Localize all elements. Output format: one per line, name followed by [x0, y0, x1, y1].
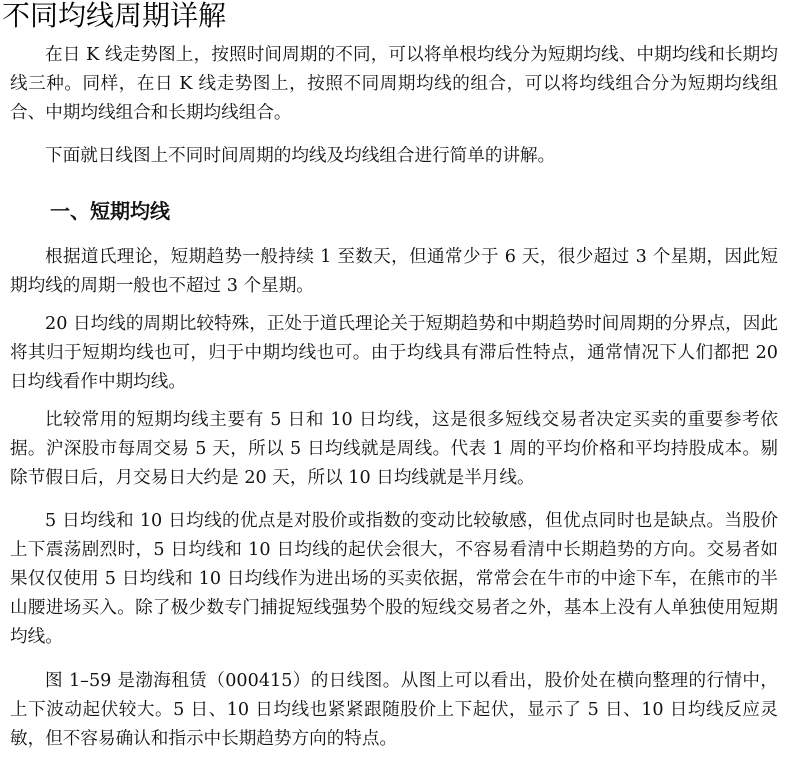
body-paragraph: 比较常用的短期均线主要有 5 日和 10 日均线，这是很多短线交易者决定买卖的重要参考依据。沪深股市每周交易 5 天，所以 5 日均线就是周线。代表 1 周的平均价格和平均持股成本。剔除节假日后，月交易日大约是 20 天，所以 10 日均线就是半月线。	[10, 410, 778, 488]
page-title: 不同均线周期详解	[2, 0, 227, 32]
section-heading: 一、短期均线	[50, 199, 170, 223]
body-paragraph: 根据道氏理论，短期趋势一般持续 1 至数天，但通常少于 6 天，很少超过 3 个星期，因此短期均线的周期一般也不超过 3 个星期。	[10, 247, 778, 296]
body-paragraph: 20 日均线的周期比较特殊，正处于道氏理论关于短期趋势和中期趋势时间周期的分界点，因此将其归于短期均线也可，归于中期均线也可。由于均线具有滞后性特点，通常情况下人们都把 20 日均线看作中期均线。	[10, 314, 778, 392]
body-paragraph: 5 日均线和 10 日均线的优点是对股价或指数的变动比较敏感，但优点同时也是缺点。当股价上下震荡剧烈时，5 日均线和 10 日均线的起伏会很大，不容易看清中长期趋势的方向。交易者如果仅仅使用 5 日均线和 10 日均线作为进出场的买卖依据，常常会在牛市的中途下车，在熊市的半山腰进场买入。除了极少数专门捕捉短线强势个股的短线交易者之外，基本上没有人单独使用短期均线。	[10, 511, 778, 647]
intro-paragraph: 在日 K 线走势图上，按照时间周期的不同，可以将单根均线分为短期均线、中期均线和长期均线三种。同样，在日 K 线走势图上，按照不同周期均线的组合，可以将均线组合分为短期均线组合、中期均线组合和长期均线组合。	[10, 45, 778, 123]
intro-paragraph: 下面就日线图上不同时间周期的均线及均线组合进行简单的讲解。	[45, 146, 556, 166]
body-paragraph: 图 1–59 是渤海租赁（000415）的日线图。从图上可以看出，股价处在横向整理的行情中，上下波动起伏较大。5 日、10 日均线也紧紧跟随股价上下起伏，显示了 5 日、10 日均线反应灵敏，但不容易确认和指示中长期趋势方向的特点。	[10, 671, 778, 749]
